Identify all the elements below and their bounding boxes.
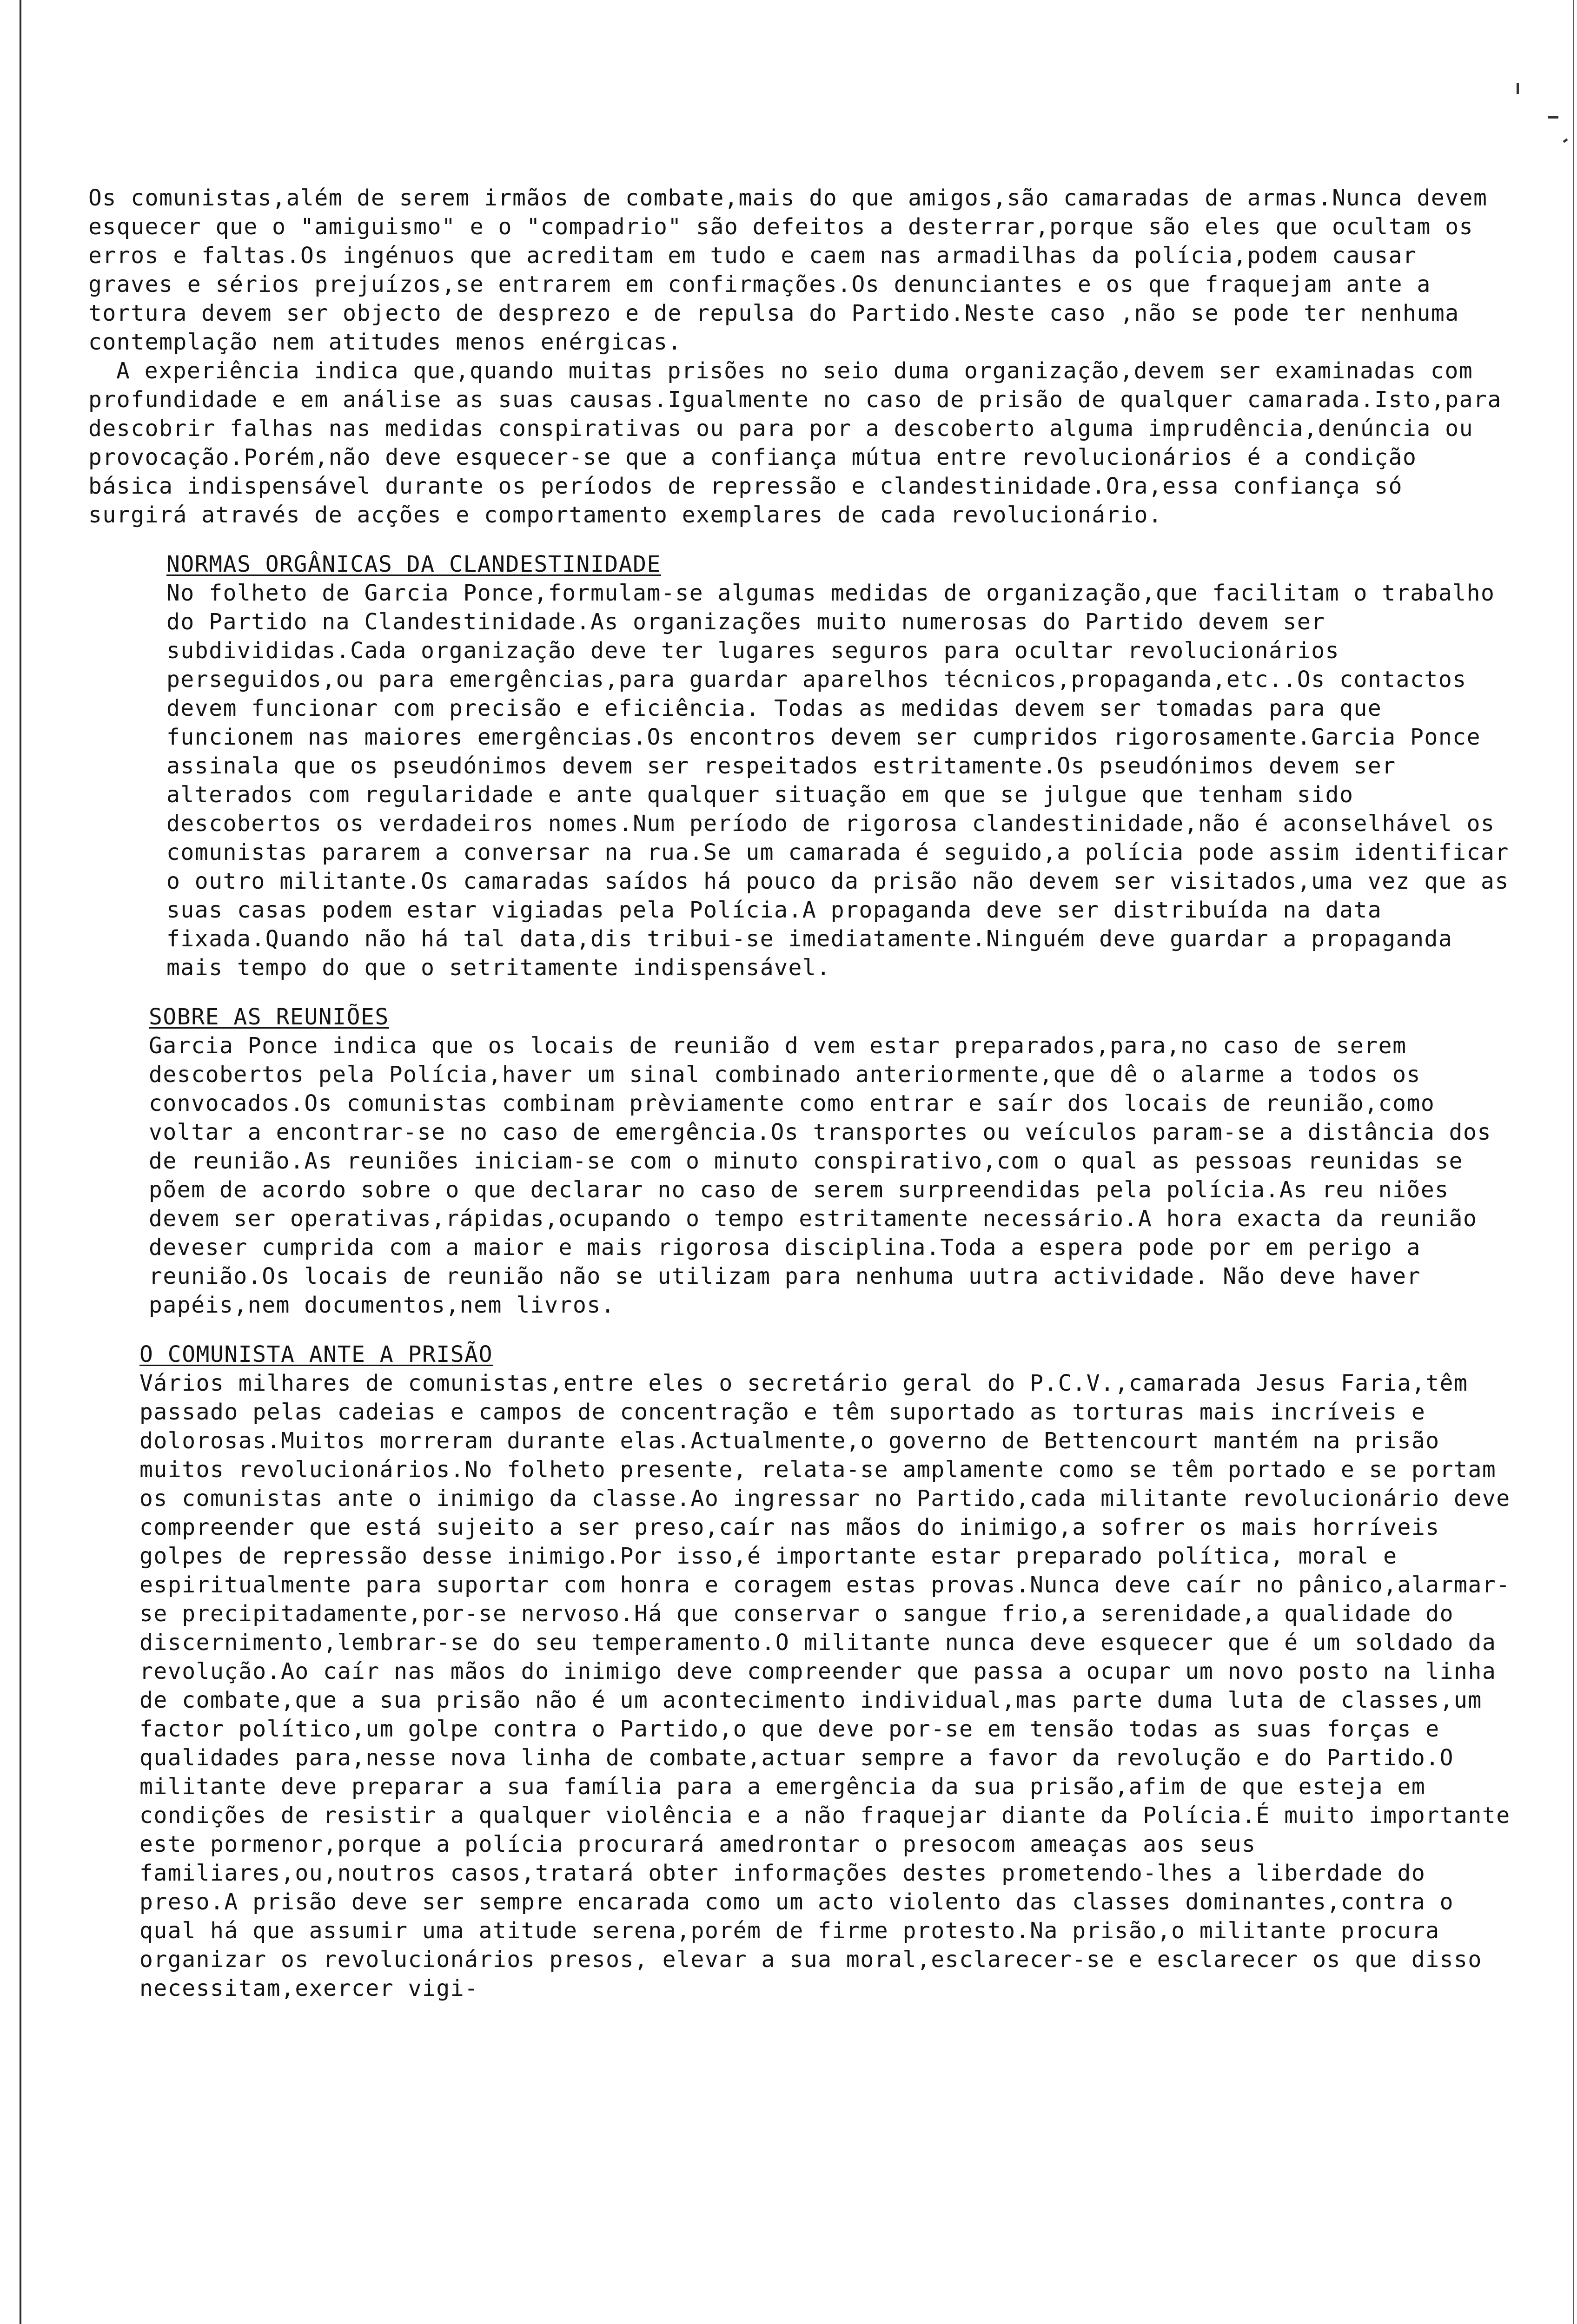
section-body-normas: No folheto de Garcia Ponce,formulam-se algumas medidas de organização,que facilitam o trabalho do Partido na Clandestinidade.As organizações muito numerosas do Partido devem ser subdivididas.Cada organização deve ter lugares seguros para ocultar revolucionários perseguidos,ou para emergências,para guardar aparelhos técnicos,propaganda,etc..Os contactos devem funcionar com precisão e eficiência. Todas as medidas devem ser tomadas para que funcionem nas maiores emergências.Os encontros devem ser cumpridos rigorosamente.Garcia Ponce assinala que os pseudónimos devem ser respeitados estritamente.Os pseudónimos devem ser alterados com regularidade e ante qualquer situação em que se julgue que tenham sido descobertos os verdadeiros nomes.Num período de rigorosa clandestinidade,não é aconselhável os comunistas pararem a conversar na rua.Se um camarada é seguido,a polícia pode assim identificar o outro militante.Os camaradas saídos há pouco da prisão não devem ser visitados,uma vez que as suas casas podem estar vigiadas pela Polícia.A propaganda deve ser distribuída na data fixada.Quando não há tal data,dis tribui-se imediatamente.Ninguém deve guardar a propaganda mais tempo do que o setritamente indispensável. [166,580,1524,981]
page-right-edge [1573,0,1574,2324]
section-heading-reunioes: SOBRE AS REUNIÕES [149,1004,389,1030]
scan-mark [1548,116,1558,119]
scan-mark [1517,83,1519,94]
page-left-edge [20,0,21,2324]
section-body-reunioes: Garcia Ponce indica que os locais de reunião d vem estar preparados,para,no caso de serem descobertos pela Polícia,haver um sinal combinado anteriormente,que dê o alarme a todos os convocados.Os comunistas combinam prèviamente como entrar e saír dos locais de reunião,como voltar a encontrar-se no caso de emergência.Os transportes ou veículos param-se a distância dos de reunião.As reuniões iniciam-se com o minuto conspirativo,com o qual as pessoas reunidas se põem de acordo sobre o que declarar no caso de serem surpreendidas pela polícia.As reu niões devem ser operativas,rápidas,ocupando o tempo estritamente necessário.A hora exacta da reunião deveser cumprida com a maior e mais rigorosa disciplina.Toda a espera pode por em perigo a reunião.Os locais de reunião não se utilizam para nenhuma uutra actividade. Não deve haver papéis,nem documentos,nem livros. [149,1033,1506,1318]
intro-paragraph-2: A experiência indica que,quando muitas prisões no seio duma organização,devem ser examinadas com profundidade e em análise as suas causas.Igualmente no caso de prisão de qualquer camarada.Isto,para descobrir falhas nas medidas conspirativas ou para por a descoberto alguma imprudência,denúncia ou provocação.Porém,não deve esquecer-se que a confiança mútua entre revolucionários é a condição básica indispensável durante os períodos de repressão e clandestinidade.Ora,essa confiança só surgirá através de acções e comportamento exemplares de cada revolucionário. [88,358,1516,528]
section-heading-normas: NORMAS ORGÂNICAS DA CLANDESTINIDADE [166,551,661,577]
intro-paragraph-1: Os comunistas,além de serem irmãos de combate,mais do que amigos,são camaradas de armas.Nunca devem esquecer que o "amiguismo" e o "compadrio" são defeitos a desterrar,porque são eles que ocultam os erros e faltas.Os ingénuos que acreditam em tudo e caem nas armadilhas da polícia,podem causar graves e sérios prejuízos,se entrarem em confirmações.Os denunciantes e os que fraquejam ante a tortura devem ser objecto de desprezo e de repulsa do Partido.Neste caso ,não se pode ter nenhuma contemplação nem atitudes menos enérgicas. [88,185,1502,355]
scan-mark [1563,139,1568,143]
document-body [88,184,1525,2003]
section-heading-prisao: O COMUNISTA ANTE A PRISÃO [139,1341,493,1367]
section-body-prisao: Vários milhares de comunistas,entre eles o secretário geral do P.C.V.,camarada Jesus Faria,têm passado pelas cadeias e campos de concentração e têm suportado as torturas mais incríveis e dolorosas.Muitos morreram durante elas.Actualmente,o governo de Bettencourt mantém na prisão muitos revolucionários.No folheto presente, relata-se amplamente como se têm portado e se portam os comunistas ante o inimigo da classe.Ao ingressar no Partido,cada militante revolucionário deve compreender que está sujeito a ser preso,caír nas mãos do inimigo,a sofrer os mais horríveis golpes de repressão desse inimigo.Por isso,é importante estar preparado política, moral e espiritualmente para suportar com honra e coragem estas provas.Nunca deve caír no pânico,alarmar-se precipitadamente,por-se nervoso.Há que conservar o sangue frio,a serenidade,a qualidade do discernimento,lembrar-se do seu temperamento.O militante nunca deve esquecer que é um soldado da revolução.Ao caír nas mãos do inimigo deve compreender que passa a ocupar um novo posto na linha de combate,que a sua prisão não é um acontecimento individual,mas parte duma luta de classes,um factor político,um golpe contra o Partido,o que deve por-se em tensão todas as suas forças e qualidades para,nesse nova linha de combate,actuar sempre a favor da revolução e do Partido.O militante deve preparar a sua família para a emergência da sua prisão,afim de que esteja em condições de resistir a qualquer violência e a não fraquejar diante da Polícia.É muito importante este pormenor,porque a polícia procurará amedrontar o presocom ameaças aos seus familiares,ou,noutros casos,tratará obter informações destes prometendo-lhes a liberdade do preso.A prisão deve ser sempre encarada como um acto violento das classes dominantes,contra o qual há que assumir uma atitude serena,porém de firme protesto.Na prisão,o militante procura organizar os revolucionários presos, elevar a sua moral,esclarecer-se e esclarecer os que disso necessitam,exercer vigi- [139,1370,1525,2001]
